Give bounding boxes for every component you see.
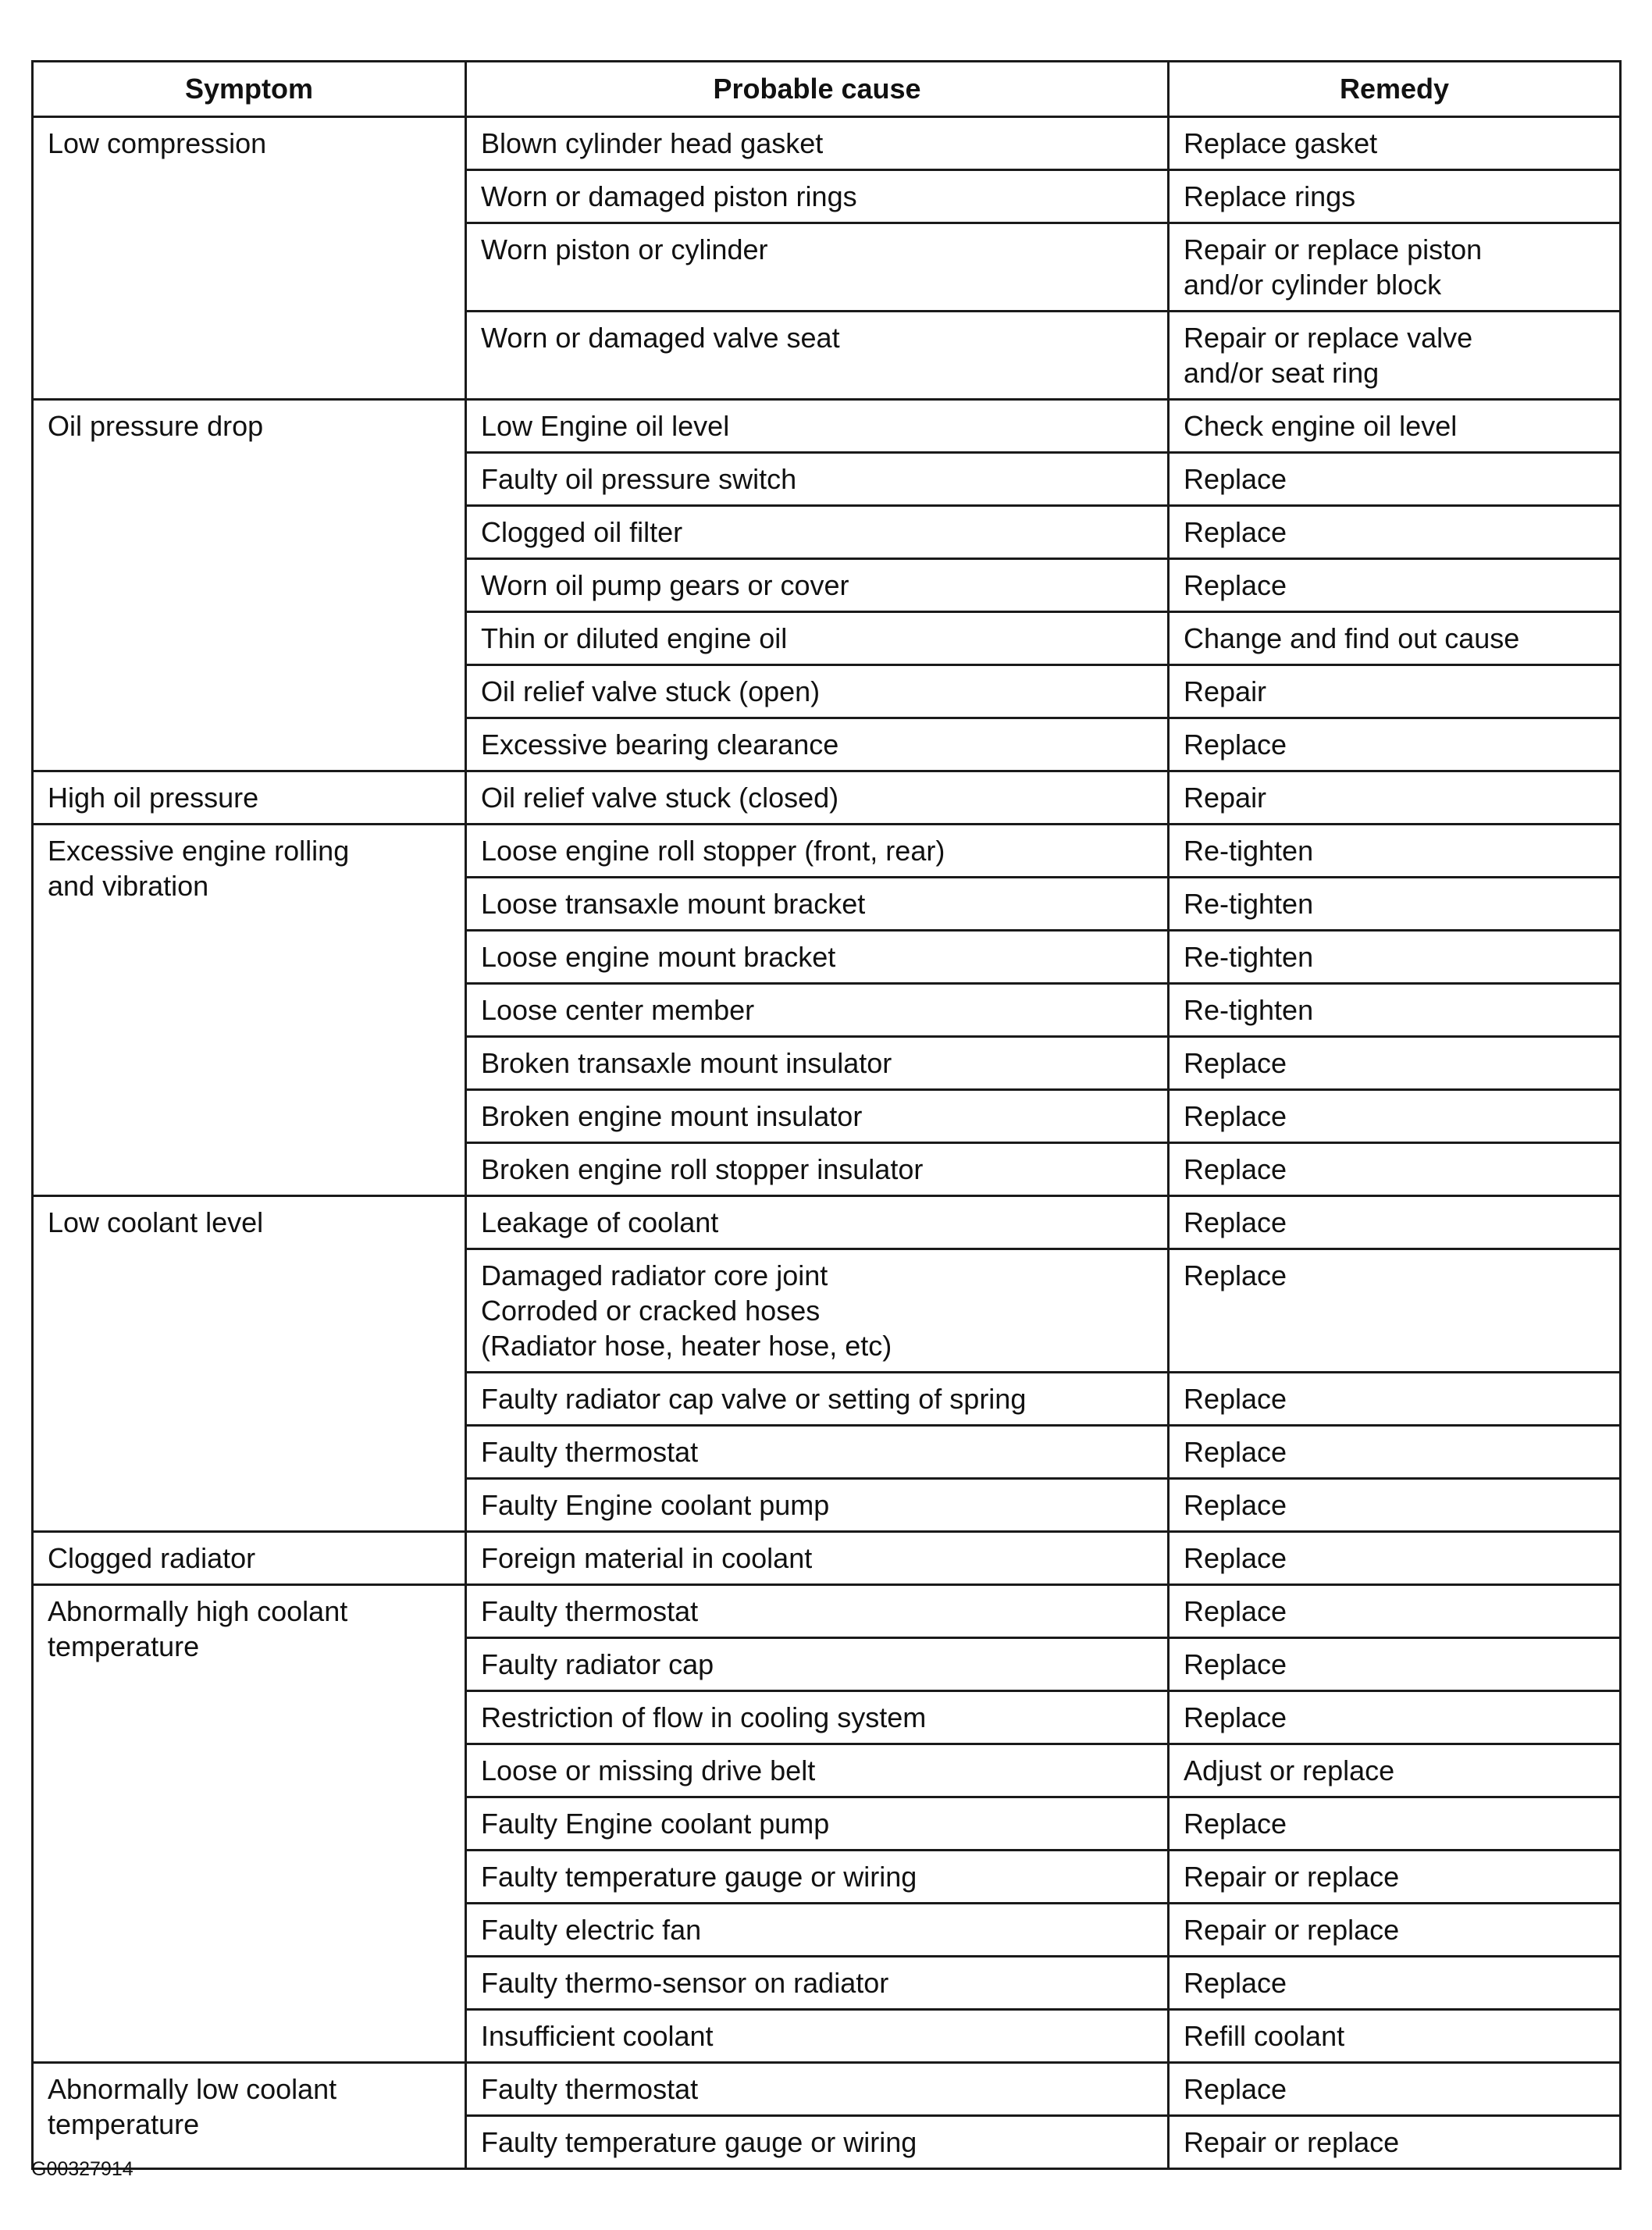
remedy-cell: Replace: [1169, 2063, 1621, 2116]
remedy-cell: Re-tighten: [1169, 878, 1621, 931]
cause-cell: Loose transaxle mount bracket: [466, 878, 1169, 931]
cause-cell: Worn oil pump gears or cover: [466, 559, 1169, 612]
cause-cell: Leakage of coolant: [466, 1196, 1169, 1249]
figure-code: G00327914: [31, 2158, 134, 2180]
remedy-cell: Replace: [1169, 1957, 1621, 2010]
remedy-cell: Replace: [1169, 1691, 1621, 1744]
remedy-cell: Replace: [1169, 718, 1621, 771]
cause-cell: Worn or damaged valve seat: [466, 312, 1169, 400]
cause-cell: Faulty thermostat: [466, 1585, 1169, 1638]
remedy-cell: Replace: [1169, 506, 1621, 559]
header-remedy: Remedy: [1169, 62, 1621, 117]
cause-cell: Blown cylinder head gasket: [466, 117, 1169, 170]
table-row: [33, 1532, 1621, 1585]
remedy-cell: Replace gasket: [1169, 117, 1621, 170]
symptom-cell: Abnormally high coolant temperature: [33, 1585, 466, 2063]
remedy-cell: Replace: [1169, 1585, 1621, 1638]
remedy-cell: Re-tighten: [1169, 984, 1621, 1037]
remedy-cell: Replace: [1169, 1532, 1621, 1585]
remedy-cell: Replace: [1169, 1037, 1621, 1090]
table-row: [33, 825, 1621, 878]
cause-cell: Worn piston or cylinder: [466, 223, 1169, 312]
remedy-cell: Re-tighten: [1169, 825, 1621, 878]
header-row: [33, 62, 1621, 117]
symptom-cell: Oil pressure drop: [33, 400, 466, 771]
cause-cell: Faulty Engine coolant pump: [466, 1479, 1169, 1532]
cause-cell: Faulty Engine coolant pump: [466, 1797, 1169, 1851]
cause-cell: Excessive bearing clearance: [466, 718, 1169, 771]
cause-cell: Faulty electric fan: [466, 1904, 1169, 1957]
cause-cell: Worn or damaged piston rings: [466, 170, 1169, 223]
cause-cell: Loose or missing drive belt: [466, 1744, 1169, 1797]
remedy-cell: Replace: [1169, 1797, 1621, 1851]
remedy-cell: Change and find out cause: [1169, 612, 1621, 665]
remedy-cell: Repair or replace: [1169, 2116, 1621, 2169]
cause-cell: Broken transaxle mount insulator: [466, 1037, 1169, 1090]
remedy-cell: Replace: [1169, 453, 1621, 506]
remedy-cell: Repair or replace: [1169, 1904, 1621, 1957]
remedy-cell: Replace: [1169, 1479, 1621, 1532]
remedy-cell: Replace: [1169, 1196, 1621, 1249]
symptom-cell: Low compression: [33, 117, 466, 400]
cause-cell: Foreign material in coolant: [466, 1532, 1169, 1585]
table-body: [33, 117, 1621, 2169]
table-row: [33, 2063, 1621, 2116]
cause-cell: Faulty oil pressure switch: [466, 453, 1169, 506]
remedy-cell: Replace: [1169, 559, 1621, 612]
remedy-cell: Replace: [1169, 1143, 1621, 1196]
remedy-cell: Replace: [1169, 1249, 1621, 1373]
table-row: [33, 771, 1621, 825]
remedy-cell: Replace rings: [1169, 170, 1621, 223]
table-row: [33, 1585, 1621, 1638]
cause-cell: Faulty temperature gauge or wiring: [466, 2116, 1169, 2169]
symptom-cell: Excessive engine rolling and vibration: [33, 825, 466, 1196]
cause-cell: Faulty thermo-sensor on radiator: [466, 1957, 1169, 2010]
remedy-cell: Repair or replace piston and/or cylinder block: [1169, 223, 1621, 312]
remedy-cell: Repair or replace valve and/or seat ring: [1169, 312, 1621, 400]
cause-cell: Faulty thermostat: [466, 2063, 1169, 2116]
symptom-cell: Low coolant level: [33, 1196, 466, 1532]
header-probable-cause: Probable cause: [466, 62, 1169, 117]
cause-cell: Faulty radiator cap: [466, 1638, 1169, 1691]
cause-cell: Damaged radiator core joint Corroded or cracked hoses (Radiator hose, heater hose, etc): [466, 1249, 1169, 1373]
cause-cell: Loose engine roll stopper (front, rear): [466, 825, 1169, 878]
cause-cell: Oil relief valve stuck (open): [466, 665, 1169, 718]
cause-cell: Oil relief valve stuck (closed): [466, 771, 1169, 825]
table-row: [33, 1196, 1621, 1249]
cause-cell: Thin or diluted engine oil: [466, 612, 1169, 665]
cause-cell: Low Engine oil level: [466, 400, 1169, 453]
remedy-cell: Repair or replace: [1169, 1851, 1621, 1904]
remedy-cell: Repair: [1169, 771, 1621, 825]
remedy-cell: Replace: [1169, 1426, 1621, 1479]
remedy-cell: Replace: [1169, 1638, 1621, 1691]
cause-cell: Faulty thermostat: [466, 1426, 1169, 1479]
cause-cell: Clogged oil filter: [466, 506, 1169, 559]
symptom-cell: Clogged radiator: [33, 1532, 466, 1585]
remedy-cell: Replace: [1169, 1090, 1621, 1143]
symptom-cell: Abnormally low coolant temperature: [33, 2063, 466, 2169]
cause-cell: Faulty temperature gauge or wiring: [466, 1851, 1169, 1904]
remedy-cell: Replace: [1169, 1373, 1621, 1426]
header-symptom: Symptom: [33, 62, 466, 117]
table-row: [33, 117, 1621, 170]
remedy-cell: Adjust or replace: [1169, 1744, 1621, 1797]
remedy-cell: Re-tighten: [1169, 931, 1621, 984]
cause-cell: Restriction of flow in cooling system: [466, 1691, 1169, 1744]
cause-cell: Broken engine mount insulator: [466, 1090, 1169, 1143]
cause-cell: Faulty radiator cap valve or setting of spring: [466, 1373, 1169, 1426]
remedy-cell: Check engine oil level: [1169, 400, 1621, 453]
cause-cell: Loose center member: [466, 984, 1169, 1037]
table-row: [33, 400, 1621, 453]
remedy-cell: Repair: [1169, 665, 1621, 718]
remedy-cell: Refill coolant: [1169, 2010, 1621, 2063]
cause-cell: Loose engine mount bracket: [466, 931, 1169, 984]
symptom-cell: High oil pressure: [33, 771, 466, 825]
cause-cell: Insufficient coolant: [466, 2010, 1169, 2063]
cause-cell: Broken engine roll stopper insulator: [466, 1143, 1169, 1196]
troubleshooting-table: [31, 60, 1622, 2170]
